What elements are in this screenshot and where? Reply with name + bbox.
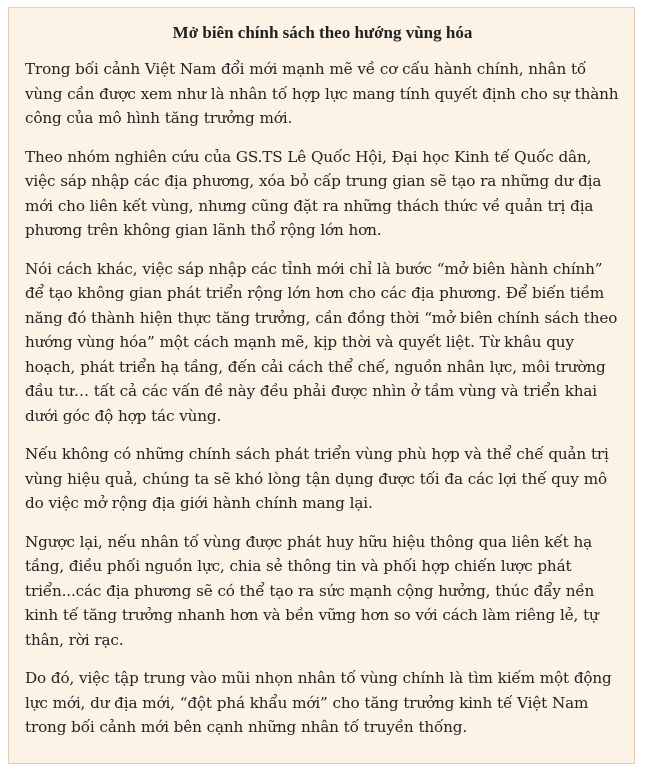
article-paragraph-1: Trong bối cảnh Việt Nam đổi mới mạnh mẽ về cơ cấu hành chính, nhân tố vùng cần được xem như là nhân tố hợp lực mang tính quyết định cho sự thành công của mô hình tăng trưởng mới. xyxy=(25,60,619,127)
article-box xyxy=(8,7,635,764)
article-title: Mở biên chính sách theo hướng vùng hóa xyxy=(172,23,473,42)
article-paragraph-6: Do đó, việc tập trung vào mũi nhọn nhân tố vùng chính là tìm kiếm một động lực mới, dư địa mới, “đột phá khẩu mới” cho tăng trưởng kinh tế Việt Nam trong bối cảnh mới bên cạnh những nhân tố truyền thống. xyxy=(25,669,612,736)
article-paragraph-4: Nếu không có những chính sách phát triển vùng phù hợp và thể chế quản trị vùng hiệu quả, chúng ta sẽ khó lòng tận dụng được tối đa các lợi thế quy mô do việc mở rộng địa giới hành chính mang lại. xyxy=(25,445,609,512)
article-paragraph-5: Ngược lại, nếu nhân tố vùng được phát huy hữu hiệu thông qua liên kết hạ tầng, điều phối nguồn lực, chia sẻ thông tin và phối hợp chiến lược phát triển...các địa phương sẽ có thể tạo ra sức mạnh cộng hưởng, thúc đẩy nền kinh tế tăng trưởng nhanh hơn và bền vững hơn so với cách làm riêng lẻ, tự thân, rời rạc. xyxy=(25,532,599,649)
article-paragraph-3: Nói cách khác, việc sáp nhập các tỉnh mới chỉ là bước “mở biên hành chính” để tạo không gian phát triển rộng lớn hơn cho các địa phương. Để biến tiềm năng đó thành hiện thực tăng trưởng, cần đồng thời “mở biên chính sách theo hướng vùng hóa” một cách mạnh mẽ, kịp thời và quyết liệt. Từ khâu quy hoạch, phát triển hạ tầng, đến cải cách thể chế, nguồn nhân lực, môi trường đầu tư… tất cả các vấn đề này đều phải được nhìn ở tầm vùng và triển khai dưới góc độ hợp tác vùng. xyxy=(25,259,618,425)
article-paragraph-2: Theo nhóm nghiên cứu của GS.TS Lê Quốc Hội, Đại học Kinh tế Quốc dân, việc sáp nhập các địa phương, xóa bỏ cấp trung gian sẽ tạo ra những dư địa mới cho liên kết vùng, nhưng cũng đặt ra những thách thức về quản trị địa phương trên không gian lãnh thổ rộng lớn hơn. xyxy=(25,147,602,239)
